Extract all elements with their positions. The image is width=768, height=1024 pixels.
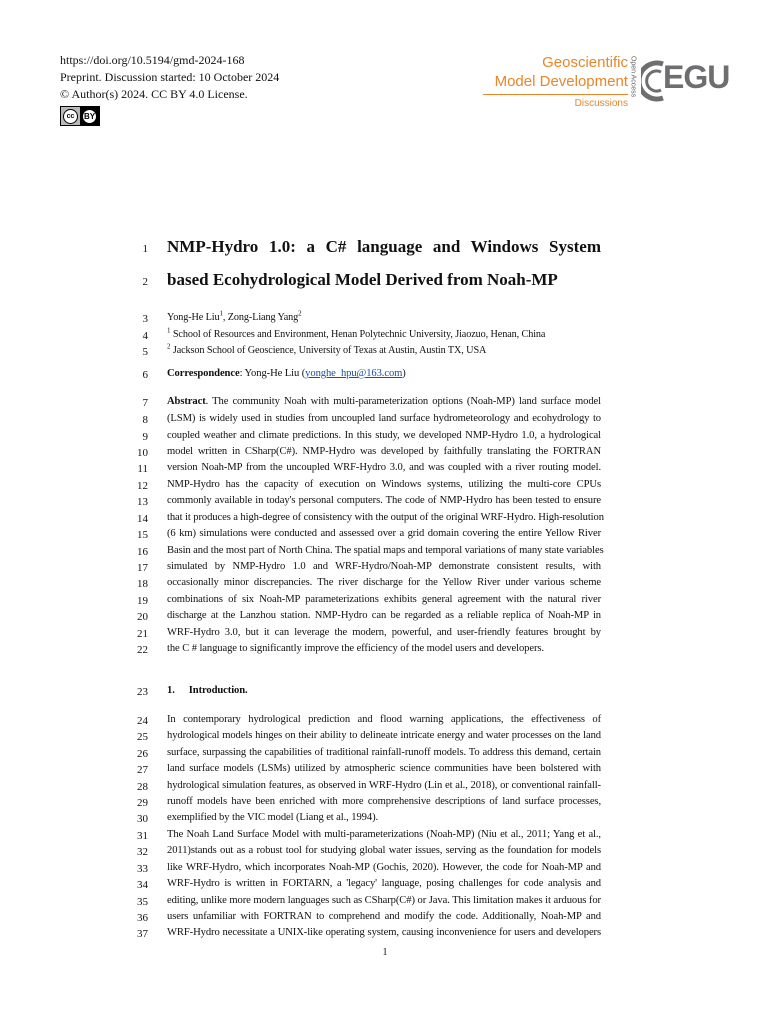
abstract-line: the C # language to significantly improve the efficiency of the model users and developers. xyxy=(167,643,544,654)
section-number: 1. xyxy=(167,685,175,696)
paper-title-line2: based Ecohydrological Model Derived from Noah-MP xyxy=(167,270,558,289)
line-number: 37 xyxy=(137,928,148,940)
line-number: 18 xyxy=(137,578,148,590)
egu-wordmark: EGU xyxy=(663,59,730,95)
line-number: 34 xyxy=(137,879,148,891)
author-name: Yong-He Liu xyxy=(167,312,220,323)
line-number: 22 xyxy=(137,644,148,656)
line-number: 33 xyxy=(137,863,148,875)
line-number: 16 xyxy=(137,546,148,558)
line-number: 12 xyxy=(137,480,148,492)
authors: Yong-He Liu$^1$, Zong-Liang Yang$^2$ xyxy=(167,309,302,323)
cc-by-license-badge[interactable] xyxy=(60,106,100,126)
intro-line: editing, unlike more modern languages such as CSharp(C#) or Java. This limitation makes it arduous for xyxy=(167,895,601,906)
line-number: 2 xyxy=(142,276,148,288)
line-number: 31 xyxy=(137,830,148,842)
line-number: 29 xyxy=(137,797,148,809)
line-number: 24 xyxy=(137,715,148,727)
line-number: 9 xyxy=(142,431,148,443)
affiliation-1: $^1$ School of Resources and Environment, Henan Polytechnic University, Jiaozuo, Henan, China xyxy=(167,326,546,340)
line-number: 6 xyxy=(142,369,148,381)
intro-line: WRF-Hydro necessitate a UNIX-like operating system, causing inconvenience for users and developers xyxy=(167,927,601,938)
journal-logo xyxy=(483,53,628,110)
line-number: 4 xyxy=(142,330,148,342)
abstract-line: version Noah-MP from the uncoupled WRF-Hydro 3.0, and was coupled with a river routing model. xyxy=(167,462,601,473)
abstract-line: NMP-Hydro has the capacity of execution on Windows systems, utilizing the multi-core CPUs xyxy=(167,479,601,490)
intro-line: like WRF-Hydro, which incorporates Noah-MP (Gochis, 2020). However, the code for Noah-MP and xyxy=(167,862,601,873)
abstract-line: coupled weather and climate predictions. In this study, we developed NMP-Hydro 1.0, a hydrological xyxy=(167,430,601,441)
intro-line: In contemporary hydrological prediction and flood warning applications, the effectiveness of xyxy=(167,714,601,725)
line-number: 27 xyxy=(137,764,148,776)
preprint-date: Preprint. Discussion started: 10 October 2024 xyxy=(60,70,280,84)
abstract-line: (LSM) is widely used in studies from uncoupled land surface hydrometeorology and ecohydrology to xyxy=(167,413,601,424)
line-number: 21 xyxy=(137,628,148,640)
header-info xyxy=(60,52,279,126)
cc-icon: cc xyxy=(63,109,78,124)
line-number: 28 xyxy=(137,781,148,793)
page-number: 1 xyxy=(382,947,388,958)
by-badge xyxy=(80,107,99,125)
line-number: 30 xyxy=(137,813,148,825)
abstract-line: that it produces a high-degree of consistency with the output of the original WRF-Hydro. High-resolution xyxy=(167,512,604,523)
intro-line: exemplified by the VIC model (Liang et al., 1994). xyxy=(167,812,379,823)
line-number: 23 xyxy=(137,686,148,698)
journal-name-line1: Geoscientific xyxy=(542,54,628,71)
author-name: Zong-Liang Yang xyxy=(227,312,299,323)
line-number: 35 xyxy=(137,896,148,908)
line-number: 5 xyxy=(142,346,148,358)
section-title: Introduction. xyxy=(188,685,248,696)
email-link[interactable]: yonghe_hpu@163.com xyxy=(305,368,403,379)
intro-line: The Noah Land Surface Model with multi-parameterizations (Noah-MP) (Niu et al., 2011; Yang et al., xyxy=(167,829,601,840)
line-number: 8 xyxy=(142,414,148,426)
abstract-line: Basin and the most part of North China. The spatial maps and temporal variations of many state variables xyxy=(167,545,604,556)
line-number: 11 xyxy=(137,463,148,475)
abstract-line: occasionally minor discrepancies. The river discharge for the Yellow River under various scheme xyxy=(167,577,601,588)
abstract-line: discharge at the Lanzhou station. NMP-Hydro can be regarded as a reliable replica of Noah-MP in xyxy=(167,610,601,621)
abstract-line: combinations of six Noah-MP parameterizations exhibits general agreement with the natural river xyxy=(167,594,601,605)
journal-discussions: Discussions xyxy=(574,98,628,109)
intro-line: hydrological simulation features, as observed in WRF-Hydro (Lin et al., 2018), or conventional rainfall- xyxy=(167,780,601,791)
intro-line: 2011)stands out as a robust tool for studying global water issues, serving as the foundation for models xyxy=(167,845,601,856)
line-number: 17 xyxy=(137,562,148,574)
line-number: 7 xyxy=(142,397,148,409)
line-number: 1 xyxy=(142,243,148,255)
line-number: 25 xyxy=(137,731,148,743)
line-number: 19 xyxy=(137,595,148,607)
intro-line: hydrological models hinges on their ability to delineate intricate energy and water processes on the land xyxy=(167,730,601,741)
abstract-line: (6 km) simulations were conducted and assessed over a grid domain covering the entire Yellow River xyxy=(167,528,601,539)
paper-title-line1: NMP-Hydro 1.0: a C# language and Windows System xyxy=(167,237,601,256)
by-icon: BY xyxy=(83,111,96,121)
line-number: 15 xyxy=(137,529,148,541)
open-access-label: Open Access xyxy=(629,55,637,98)
abstract-line: Abstract. The community Noah with multi-parameterization options (Noah-MP) land surface model xyxy=(167,396,601,407)
abstract-line: commonly available in today's personal computers. The code of NMP-Hydro has been tested to ensure xyxy=(167,495,601,506)
doi-link[interactable]: https://doi.org/10.5194/gmd-2024-168 xyxy=(60,53,245,67)
journal-divider xyxy=(483,94,628,95)
intro-line: surface, surpassing the capabilities of traditional rainfall-runoff models. To address this demand, certain xyxy=(167,747,601,758)
intro-line: land surface models (LSMs) utilized by atmospheric science communities have been bolstered with xyxy=(167,763,601,774)
line-number: 20 xyxy=(137,611,148,623)
abstract-line: model written in CSharp(C#). NMP-Hydro was developed by faithfully translating the FORTRAN xyxy=(167,446,601,457)
line-number: 14 xyxy=(137,513,148,525)
line-number: 10 xyxy=(137,447,148,459)
journal-name-line2: Model Development xyxy=(494,73,628,90)
correspondence: Correspondence: Yong-He Liu (yonghe_hpu@163.com) xyxy=(167,368,406,379)
abstract-label: Abstract xyxy=(167,396,206,407)
affiliation-2: $^2$ Jackson School of Geoscience, University of Texas at Austin, Austin TX, USA xyxy=(167,342,487,356)
abstract-line: WRF-Hydro 3.0, but it can leverage the modern, powerful, and user-friendly features brought by xyxy=(167,627,601,638)
section-heading xyxy=(167,685,601,696)
line-number: 26 xyxy=(137,748,148,760)
abstract-line: simulated by NMP-Hydro 1.0 and WRF-Hydro/Noah-MP demonstrate consistent results, with xyxy=(167,561,601,572)
intro-line: WRF-Hydro is written in FORTARN, a 'legacy' language, posing challenges for code analysis and xyxy=(167,878,601,889)
line-number: 32 xyxy=(137,846,148,858)
copyright-notice: © Author(s) 2024. CC BY 4.0 License. xyxy=(60,87,248,101)
intro-line: runoff models have been enriched with more comprehensive descriptions of land surface processes, xyxy=(167,796,601,807)
line-number: 13 xyxy=(137,496,148,508)
intro-line: users unfamiliar with FORTRAN to comprehend and modify the code. Additionally, Noah-MP and xyxy=(167,911,601,922)
line-number: 3 xyxy=(142,313,148,325)
line-number: 36 xyxy=(137,912,148,924)
